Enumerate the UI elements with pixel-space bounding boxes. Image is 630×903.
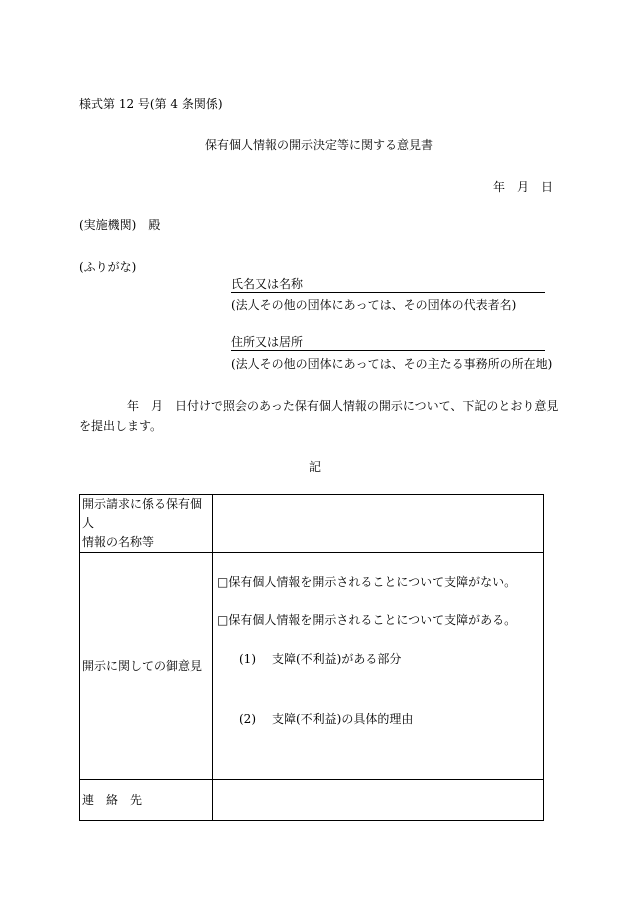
row3-value-cell[interactable] — [213, 780, 544, 821]
sub-item-1-text: 支障(不利益)がある部分 — [272, 652, 402, 666]
row1-label-line2: 情報の名称等 — [82, 535, 155, 549]
row3-label: 連 絡 先 — [80, 780, 213, 821]
sub-item-1-number: (1) — [239, 652, 256, 666]
option-issue[interactable]: □保有個人情報を開示されることについて支障がある。 — [217, 613, 517, 627]
addressee-org: (実施機関) — [79, 218, 137, 232]
sub-item-2 — [239, 710, 413, 729]
table-row — [80, 553, 544, 780]
table-row — [80, 780, 544, 821]
row1-value-cell[interactable] — [213, 495, 544, 553]
row1-label-line1: 開示請求に係る保有個人 — [82, 497, 203, 530]
address-field-label: 住所又は居所 — [231, 335, 304, 349]
row2-value-cell — [213, 553, 544, 780]
furigana-label: (ふりがな) — [79, 260, 137, 274]
sub-item-2-number: (2) — [239, 712, 256, 726]
addressee-honorific: 殿 — [148, 218, 161, 232]
row2-label: 開示に関しての御意見 — [80, 553, 213, 780]
body-line-1: 年 月 日付けで照会のあった保有個人情報の開示について、下記のとおり意見 — [127, 399, 559, 413]
name-field-label: 氏名又は名称 — [231, 277, 304, 291]
ki-heading: 記 — [309, 460, 322, 474]
option-no-issue[interactable]: □保有個人情報を開示されることについて支障がない。 — [217, 575, 517, 589]
form-number: 様式第 12 号(第 4 条関係) — [79, 97, 223, 111]
sub-item-2-text: 支障(不利益)の具体的理由 — [272, 712, 414, 726]
name-field — [231, 276, 545, 293]
body-line-2: を提出します。 — [79, 419, 163, 433]
row1-label — [80, 495, 213, 553]
document-title: 保有個人情報の開示決定等に関する意見書 — [205, 138, 434, 152]
date-line: 年 月 日 — [493, 180, 554, 194]
table-row — [80, 495, 544, 553]
addressee — [79, 217, 160, 233]
address-field-note: (法人その他の団体にあっては、その主たる事務所の所在地) — [231, 357, 553, 371]
opinion-table — [79, 494, 544, 821]
sub-item-1 — [239, 650, 401, 669]
address-field — [231, 334, 545, 351]
name-field-note: (法人その他の団体にあっては、その団体の代表者名) — [231, 298, 517, 312]
